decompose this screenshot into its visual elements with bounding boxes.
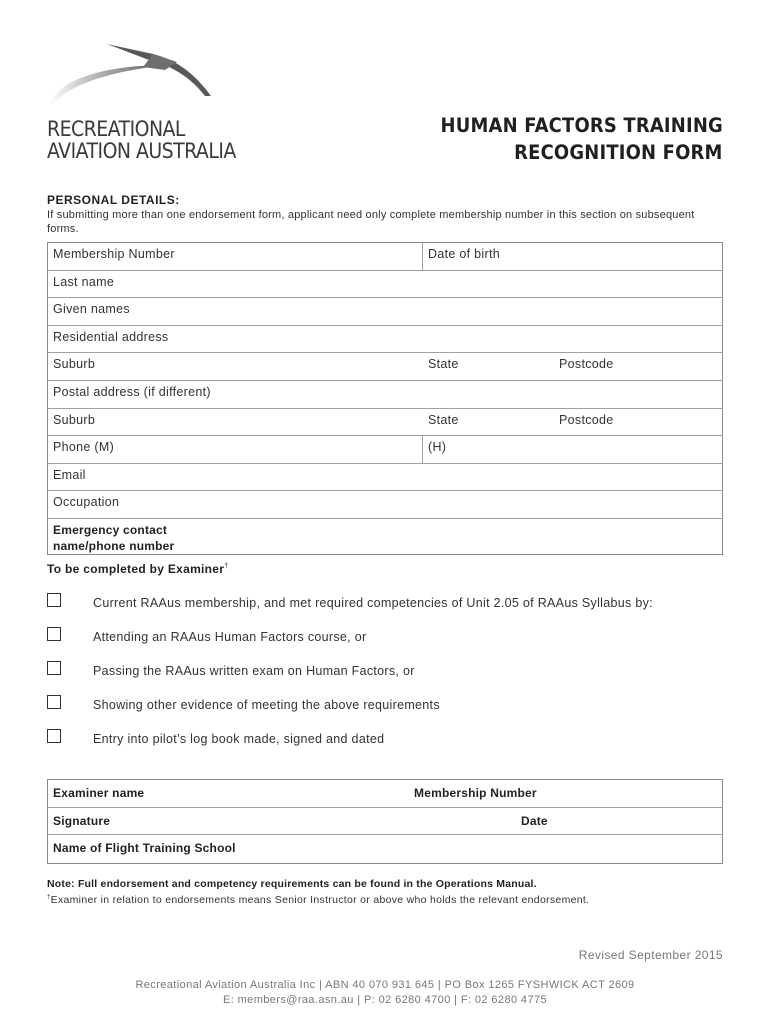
checkbox-log-book[interactable]: [47, 729, 61, 743]
row-signature[interactable]: [48, 808, 722, 836]
check-row-4: [47, 695, 727, 715]
date-of-birth-label: Date of birth: [428, 247, 500, 261]
row-emergency-contact[interactable]: [48, 519, 722, 554]
personal-details-heading: PERSONAL DETAILS:: [47, 193, 180, 207]
examiner-heading-text: To be completed by Examiner: [47, 562, 225, 576]
column-divider: [422, 243, 423, 270]
emergency-contact-line1: Emergency contact: [53, 522, 168, 537]
personal-details-note: If submitting more than one endorsement form, applicant need only complete membership number in this section on subsequent forms.: [47, 209, 695, 235]
row-postal-address[interactable]: [48, 381, 722, 409]
check-row-3: [47, 661, 727, 681]
row-occupation[interactable]: [48, 491, 722, 519]
form-title-line2: RECOGNITION FORM: [514, 141, 723, 164]
row-last-name[interactable]: [48, 271, 722, 299]
postal-postcode-label: Postcode: [559, 412, 614, 427]
row-postal-suburb[interactable]: [48, 409, 722, 437]
postal-state-label: State: [428, 412, 459, 427]
footer-address-line: Recreational Aviation Australia Inc | ABN 40 070 931 645 | PO Box 1265 FYSHWICK ACT 2609: [135, 979, 635, 991]
checkbox-written-exam[interactable]: [47, 661, 61, 675]
logo-text-line2: AVIATION AUSTRALIA: [47, 139, 236, 163]
examiner-name-label: Examiner name: [53, 786, 145, 800]
given-names-label: Given names: [53, 302, 130, 317]
row-residential-address[interactable]: [48, 326, 722, 354]
emergency-contact-line2: name/phone number: [53, 538, 175, 553]
phone-mobile-label: Phone (M): [53, 440, 115, 455]
dagger-mark: †: [224, 563, 229, 570]
checkbox-current-membership[interactable]: [47, 593, 61, 607]
examiner-heading: [47, 562, 228, 576]
residential-address-label: Residential address: [53, 329, 169, 344]
note-examiner-definition: [47, 894, 589, 906]
footer-contact-line: E: members@raa.asn.au | P: 02 6280 4700 | F: 02 6280 4775: [222, 994, 548, 1006]
row-given-names[interactable]: [48, 298, 722, 326]
row-examiner-name[interactable]: [48, 780, 722, 808]
phone-home-label: (H): [428, 440, 447, 455]
occupation-label: Occupation: [53, 495, 120, 510]
state-label: State: [428, 357, 459, 372]
row-suburb[interactable]: [48, 353, 722, 381]
examiner-table: [47, 779, 723, 864]
check-label-written-exam: Passing the RAAus written exam on Human Factors, or: [93, 664, 415, 678]
email-label: Email: [53, 467, 86, 482]
check-row-2: [47, 627, 727, 647]
checkbox-attending-course[interactable]: [47, 627, 61, 641]
check-label-other-evidence: Showing other evidence of meeting the above requirements: [93, 698, 440, 712]
date-label: Date: [521, 813, 548, 828]
membership-number-label: Membership Number: [53, 247, 175, 261]
wing-swoosh-icon: [45, 40, 220, 110]
postal-suburb-label: Suburb: [53, 412, 96, 427]
suburb-label: Suburb: [53, 357, 96, 372]
personal-details-table: [47, 242, 723, 555]
examiner-membership-label: Membership Number: [414, 786, 537, 800]
logo-text-line1: RECREATIONAL: [47, 117, 185, 141]
form-title-line1: HUMAN FACTORS TRAINING: [440, 114, 723, 137]
emergency-contact-label: [53, 522, 174, 554]
column-divider: [422, 436, 423, 463]
check-label-current-membership: Current RAAus membership, and met required competencies of Unit 2.05 of RAAus Syllabus by:: [93, 596, 653, 610]
check-row-1: [47, 593, 727, 613]
row-membership[interactable]: [48, 243, 722, 271]
check-label-log-book: Entry into pilot’s log book made, signed and dated: [93, 732, 385, 746]
postal-address-label: Postal address (if different): [53, 384, 211, 399]
row-flight-school[interactable]: [48, 835, 722, 863]
postcode-label: Postcode: [559, 357, 614, 372]
signature-label: Signature: [53, 813, 111, 828]
note-examiner-text: Examiner in relation to endorsements means Senior Instructor or above who holds the relevant endorsement.: [50, 894, 590, 906]
check-label-attending-course: Attending an RAAus Human Factors course, or: [93, 630, 367, 644]
note-dagger: †: [47, 894, 51, 901]
row-phone[interactable]: [48, 436, 722, 464]
row-email[interactable]: [48, 464, 722, 492]
flight-school-label: Name of Flight Training School: [53, 841, 236, 856]
note-operations-manual: Note: Full endorsement and competency requirements can be found in the Operations Manual.: [47, 878, 537, 890]
last-name-label: Last name: [53, 274, 115, 289]
revised-date: Revised September 2015: [578, 948, 723, 962]
checkbox-other-evidence[interactable]: [47, 695, 61, 709]
check-row-5: [47, 729, 727, 749]
